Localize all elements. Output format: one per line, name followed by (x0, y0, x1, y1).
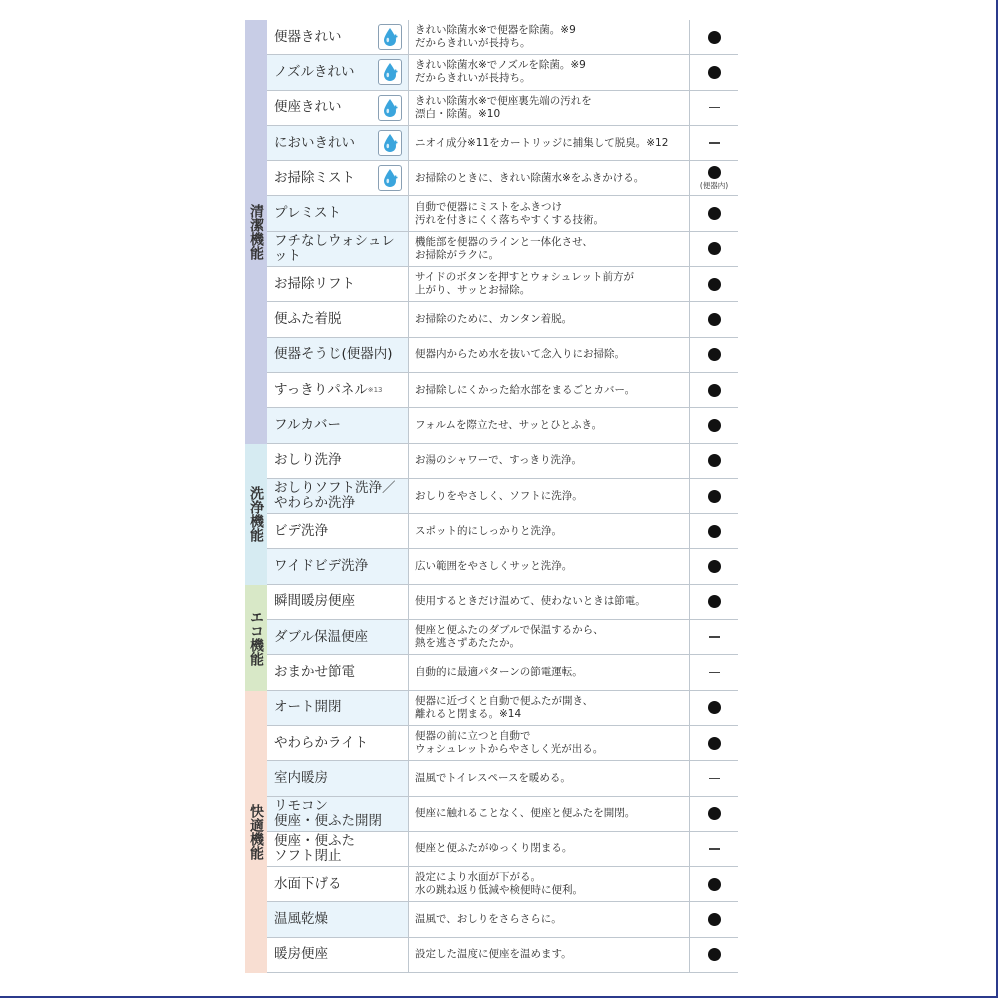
feature-name-cell (267, 585, 409, 619)
feature-description: 広い範囲をやさしくサッと洗浄。 (415, 560, 573, 573)
feature-name: ダブル保温便座 (274, 628, 368, 645)
table-row (267, 55, 738, 90)
feature-name-cell (267, 232, 409, 266)
feature-description-cell (409, 55, 690, 89)
feature-name: お掃除リフト (274, 275, 355, 292)
feature-name: ノズルきれい (274, 63, 355, 80)
rows (267, 20, 738, 444)
feature-description-cell (409, 161, 690, 195)
feature-description-cell (409, 620, 690, 654)
feature-name: お掃除ミスト (274, 169, 355, 186)
availability-cell (690, 444, 738, 478)
table-row (267, 585, 738, 620)
feature-description: ニオイ成分※11をカートリッジに捕集して脱臭。※12 (415, 136, 669, 149)
table-row (267, 761, 738, 796)
availability-cell (690, 585, 738, 619)
not-available-dash-icon (709, 636, 720, 638)
table-row (267, 479, 738, 514)
available-dot-icon (708, 166, 721, 179)
available-dot-icon (708, 31, 721, 44)
available-dot-icon (708, 66, 721, 79)
feature-name-cell (267, 196, 409, 230)
water-drop-icon (378, 24, 402, 50)
section (245, 691, 738, 973)
feature-name-cell (267, 691, 409, 725)
feature-description: スポット的にしっかりと洗浄。 (415, 524, 562, 537)
feature-description-cell (409, 938, 690, 972)
feature-name-cell (267, 655, 409, 689)
feature-name-cell (267, 373, 409, 407)
table-row (267, 373, 738, 408)
feature-description-cell (409, 514, 690, 548)
table-row (267, 938, 738, 973)
table-row (267, 126, 738, 161)
feature-name: 水面下げる (274, 875, 342, 892)
feature-description-cell (409, 479, 690, 513)
available-dot-icon (708, 490, 721, 503)
available-dot-icon (708, 807, 721, 820)
available-dot-icon (708, 454, 721, 467)
feature-description-cell (409, 196, 690, 230)
feature-name: 室内暖房 (274, 769, 328, 786)
table-row (267, 408, 738, 443)
category-band (245, 585, 267, 691)
feature-description-cell (409, 267, 690, 301)
table-row (267, 91, 738, 126)
table-row (267, 867, 738, 902)
feature-name: おまかせ節電 (274, 663, 355, 680)
table-row (267, 267, 738, 302)
feature-description: お掃除のために、カンタン着脱。 (415, 313, 573, 326)
feature-description-cell (409, 726, 690, 760)
availability-cell (690, 691, 738, 725)
availability-cell (690, 196, 738, 230)
available-dot-icon (708, 278, 721, 291)
feature-name: 便ふた着脱 (274, 311, 342, 328)
feature-name: においきれい (274, 134, 355, 151)
feature-name-cell (267, 902, 409, 936)
available-dot-icon (708, 207, 721, 220)
feature-description: 設定により水面が下がる。 水の跳ね返り低減や検便時に便利。 (415, 871, 583, 897)
feature-name: フルカバー (274, 416, 341, 433)
table-row (267, 232, 738, 267)
feature-description: 便器内からため水を抜いて念入りにお掃除。 (415, 348, 625, 361)
feature-name-cell (267, 761, 409, 795)
feature-name-cell (267, 620, 409, 654)
table-row (267, 797, 738, 832)
feature-description-cell (409, 444, 690, 478)
feature-description-cell (409, 91, 690, 125)
availability-cell (690, 126, 738, 160)
feature-description-cell (409, 832, 690, 866)
not-available-dash-icon (709, 778, 720, 780)
availability-note: (便器内) (699, 180, 729, 190)
category-label: 洗浄機能 (248, 486, 264, 543)
feature-description: 便器に近づくと自動で便ふたが開き、 離れると閉まる。※14 (415, 694, 594, 720)
water-drop-icon (378, 165, 402, 191)
available-dot-icon (708, 419, 721, 432)
feature-name: 温風乾燥 (274, 911, 328, 928)
feature-name: ワイドビデ洗浄 (274, 558, 369, 575)
feature-description: 便座に触れることなく、便座と便ふたを開閉。 (415, 807, 636, 820)
availability-cell (690, 338, 738, 372)
feature-name-cell (267, 832, 409, 866)
table-row (267, 832, 738, 867)
available-dot-icon (708, 737, 721, 750)
feature-description: 自動で便器にミストをふきつけ 汚れを付きにくく落ちやすくする技術。 (415, 200, 604, 226)
availability-cell (690, 832, 738, 866)
feature-name-cell (267, 267, 409, 301)
feature-description: きれい除菌水※でノズルを除菌。※9 だからきれいが長持ち。 (415, 59, 586, 85)
available-dot-icon (708, 878, 721, 891)
availability-cell (690, 797, 738, 831)
table-row (267, 444, 738, 479)
category-band (245, 691, 267, 973)
available-dot-icon (708, 242, 721, 255)
feature-description-cell (409, 655, 690, 689)
table-row (267, 902, 738, 937)
availability-cell (690, 938, 738, 972)
feature-name-cell (267, 126, 409, 160)
availability-cell (690, 549, 738, 583)
rows (267, 691, 738, 973)
table-row (267, 691, 738, 726)
availability-cell (690, 726, 738, 760)
availability-cell (690, 267, 738, 301)
feature-name: 便座・便ふた ソフト閉止 (274, 832, 355, 864)
feature-description: きれい除菌水※で便座裏先端の汚れを 漂白・除菌。※10 (415, 94, 592, 120)
feature-description-cell (409, 691, 690, 725)
table-row (267, 549, 738, 584)
table-row (267, 338, 738, 373)
feature-description: お掃除しにくかった給水部をまるごとカバー。 (415, 383, 636, 396)
not-available-dash-icon (709, 672, 720, 674)
table-row (267, 161, 738, 196)
feature-description-cell (409, 549, 690, 583)
available-dot-icon (708, 313, 721, 326)
category-label: 快適機能 (248, 803, 264, 860)
feature-name-cell (267, 479, 409, 513)
available-dot-icon (708, 384, 721, 397)
available-dot-icon (708, 595, 721, 608)
availability-cell (690, 373, 738, 407)
availability-cell (690, 91, 738, 125)
feature-description: 便座と便ふたがゆっくり閉まる。 (415, 842, 573, 855)
feature-name: 便器きれい (274, 28, 342, 45)
feature-description-cell (409, 373, 690, 407)
available-dot-icon (708, 560, 721, 573)
availability-cell (690, 867, 738, 901)
table-row (267, 20, 738, 55)
feature-description-cell (409, 902, 690, 936)
feature-name: 便器そうじ(便器内) (274, 346, 393, 363)
section (245, 585, 738, 691)
category-label: エコ機能 (248, 609, 264, 666)
feature-name: 瞬間暖房便座 (274, 593, 355, 610)
availability-cell (690, 408, 738, 442)
available-dot-icon (708, 525, 721, 538)
feature-description-cell (409, 232, 690, 266)
feature-name-cell (267, 302, 409, 336)
footnote-mark: ※13 (367, 385, 383, 394)
feature-name: プレミスト (274, 205, 341, 222)
water-drop-icon (378, 59, 402, 85)
feature-description-cell (409, 338, 690, 372)
feature-name: やわらかライト (274, 734, 369, 751)
feature-description-cell (409, 408, 690, 442)
feature-name: オート開閉 (274, 699, 342, 716)
feature-description-cell (409, 585, 690, 619)
available-dot-icon (708, 701, 721, 714)
not-available-dash-icon (709, 107, 720, 109)
water-drop-icon (378, 130, 402, 156)
feature-description: 便器の前に立つと自動で ウォシュレットからやさしく光が出る。 (415, 730, 604, 756)
availability-cell (690, 20, 738, 54)
feature-description: 便座と便ふたのダブルで保温するから、 熱を逃さずあたたか。 (415, 624, 604, 650)
feature-description: きれい除菌水※で便器を除菌。※9 だからきれいが長持ち。 (415, 24, 576, 50)
feature-description: お湯のシャワーで、すっきり洗浄。 (415, 454, 582, 467)
feature-description: 自動的に最適パターンの節電運転。 (415, 665, 583, 678)
availability-cell (690, 302, 738, 336)
feature-description: おしりをやさしく、ソフトに洗浄。 (415, 489, 583, 502)
feature-name: ビデ洗浄 (274, 522, 328, 539)
availability-cell (690, 232, 738, 266)
feature-description-cell (409, 126, 690, 160)
feature-description-cell (409, 302, 690, 336)
category-label: 清潔機能 (248, 203, 264, 260)
available-dot-icon (708, 348, 721, 361)
availability-cell (690, 902, 738, 936)
not-available-dash-icon (709, 142, 720, 144)
feature-description-cell (409, 797, 690, 831)
section (245, 20, 738, 444)
feature-name-cell (267, 797, 409, 831)
feature-name-cell (267, 408, 409, 442)
table-row (267, 726, 738, 761)
category-band (245, 20, 267, 444)
feature-description: 温風で、おしりをさらさらに。 (415, 913, 562, 926)
feature-name-cell (267, 938, 409, 972)
feature-name-cell (267, 338, 409, 372)
section (245, 444, 738, 585)
feature-name-cell (267, 55, 409, 89)
available-dot-icon (708, 948, 721, 961)
feature-description: 設定した温度に便座を温めます。 (415, 948, 572, 961)
table-row (267, 196, 738, 231)
not-available-dash-icon (709, 848, 720, 850)
feature-description-cell (409, 20, 690, 54)
feature-name-cell (267, 867, 409, 901)
feature-name: すっきりパネル (274, 381, 368, 398)
feature-description-cell (409, 761, 690, 795)
feature-name: 便座きれい (274, 99, 342, 116)
feature-name: おしりソフト洗浄／ やわらか洗浄 (274, 480, 396, 511)
feature-description: 温風でトイレスペースを暖める。 (415, 771, 571, 784)
feature-name-cell (267, 161, 409, 195)
availability-cell (690, 55, 738, 89)
feature-name: フチなしウォシュレット (274, 232, 395, 264)
availability-cell (690, 761, 738, 795)
feature-name-cell (267, 514, 409, 548)
rows (267, 585, 738, 691)
feature-name: リモコン 便座・便ふた開閉 (274, 797, 382, 829)
availability-cell (690, 620, 738, 654)
availability-cell (690, 514, 738, 548)
feature-description: フォルムを際立たせ、サッとひとふき。 (415, 418, 603, 431)
feature-name: 暖房便座 (274, 946, 328, 963)
feature-name-cell (267, 726, 409, 760)
feature-description: サイドのボタンを押すとウォシュレット前方が 上がり、サッとお掃除。 (415, 271, 635, 297)
feature-description-cell (409, 867, 690, 901)
feature-name-cell (267, 20, 409, 54)
feature-name-cell (267, 444, 409, 478)
table-row (267, 655, 738, 690)
feature-name-cell (267, 549, 409, 583)
category-band (245, 444, 267, 585)
availability-cell (690, 655, 738, 689)
water-drop-icon (378, 95, 402, 121)
rows (267, 444, 738, 585)
feature-description: お掃除のときに、きれい除菌水※をふきかける。 (415, 171, 645, 184)
table-row (267, 620, 738, 655)
feature-description: 機能部を便器のラインと一体化させ、 お掃除がラクに。 (415, 235, 593, 261)
feature-name-cell (267, 91, 409, 125)
feature-table (245, 20, 738, 973)
table-row (267, 302, 738, 337)
table-row (267, 514, 738, 549)
feature-name: おしり洗浄 (274, 452, 342, 469)
available-dot-icon (708, 913, 721, 926)
availability-cell (690, 479, 738, 513)
feature-description: 使用するときだけ温めて、使わないときは節電。 (415, 595, 646, 608)
availability-cell (690, 161, 738, 195)
